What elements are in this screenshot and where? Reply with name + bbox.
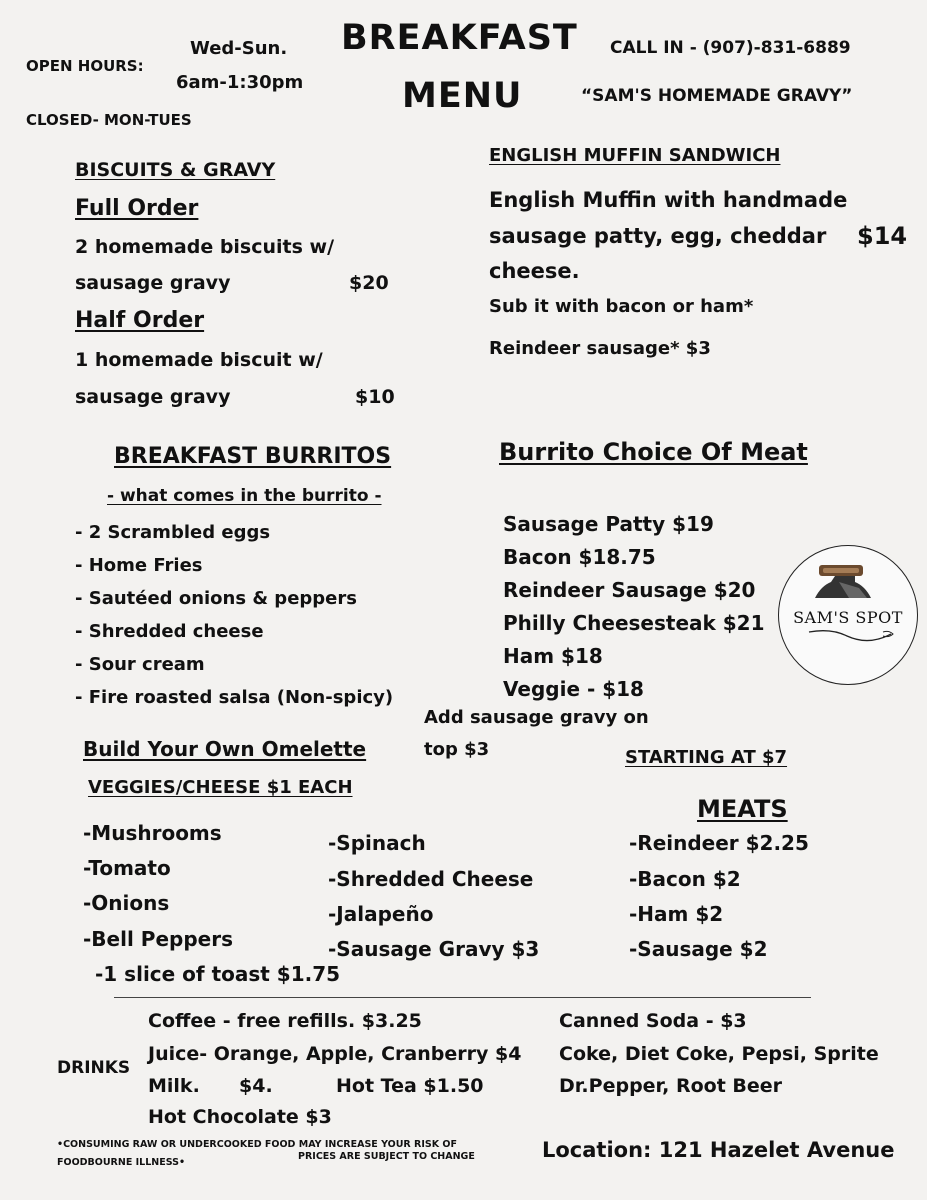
burritos-subheading: - what comes in the burrito - <box>107 486 382 506</box>
veggies-heading: VEGGIES/CHEESE $1 EACH <box>88 777 353 798</box>
burrito-item: - 2 Scrambled eggs <box>75 522 271 543</box>
half-order-line2: sausage gravy <box>75 386 231 408</box>
burrito-meat-item: Bacon $18.75 <box>503 545 656 569</box>
half-order-price: $10 <box>355 386 395 408</box>
burrito-item: - Fire roasted salsa (Non-spicy) <box>75 687 394 708</box>
logo-text: SAM'S SPOT <box>793 608 903 627</box>
toast-item: -1 slice of toast $1.75 <box>95 962 341 986</box>
muffin-price: $14 <box>857 222 908 250</box>
veggie-item: -Jalapeño <box>328 902 434 926</box>
burrito-item: - Home Fries <box>75 555 203 576</box>
full-order-label: Full Order <box>75 196 199 221</box>
soda-list-1: Coke, Diet Coke, Pepsi, Sprite <box>559 1043 879 1065</box>
full-order-line1: 2 homemade biscuits w/ <box>75 236 335 258</box>
burrito-item: - Sour cream <box>75 654 205 675</box>
add-gravy-line2: top $3 <box>424 739 490 760</box>
muffin-sub: Sub it with bacon or ham* <box>489 296 754 317</box>
slogan: “SAM'S HOMEMADE GRAVY” <box>581 86 853 106</box>
burrito-meat-item: Ham $18 <box>503 644 603 668</box>
burrito-meat-heading: Burrito Choice Of Meat <box>499 438 808 466</box>
half-order-line1: 1 homemade biscuit w/ <box>75 349 323 371</box>
starting-price: STARTING AT $7 <box>625 747 788 768</box>
muffin-line1: English Muffin with handmade <box>489 188 848 212</box>
closed-days: CLOSED- MON-TUES <box>26 111 192 129</box>
menu-title-line1: BREAKFAST <box>341 18 578 58</box>
muffin-line3: cheese. <box>489 259 580 283</box>
drink-chocolate: Hot Chocolate $3 <box>148 1106 332 1128</box>
open-days: Wed-Sun. <box>190 38 288 59</box>
drink-juice: Juice- Orange, Apple, Cranberry $4 <box>148 1043 522 1065</box>
omelette-meat-item: -Reindeer $2.25 <box>629 831 809 855</box>
burrito-meat-item: Philly Cheesesteak $21 <box>503 611 765 635</box>
burrito-item: - Shredded cheese <box>75 621 264 642</box>
veggie-item: -Bell Peppers <box>83 927 233 951</box>
veggie-item: -Sausage Gravy $3 <box>328 937 540 961</box>
full-order-line2: sausage gravy <box>75 272 231 294</box>
meats-heading: MEATS <box>697 795 788 823</box>
soda-list-2: Dr.Pepper, Root Beer <box>559 1075 783 1097</box>
drink-soda: Canned Soda - $3 <box>559 1010 747 1032</box>
burritos-heading: BREAKFAST BURRITOS <box>114 444 392 469</box>
open-hours: 6am-1:30pm <box>176 72 304 93</box>
call-in-phone: CALL IN - (907)-831-6889 <box>610 38 851 58</box>
veggie-item: -Tomato <box>83 856 171 880</box>
omelette-heading: Build Your Own Omelette <box>83 737 367 761</box>
burrito-meat-item: Veggie - $18 <box>503 677 644 701</box>
veggie-item: -Shredded Cheese <box>328 867 534 891</box>
raw-food-warning-line1: •CONSUMING RAW OR UNDERCOOKED FOOD MAY INCREASE YOUR RISK OF <box>57 1139 457 1150</box>
menu-title-line2: MENU <box>402 76 523 116</box>
half-order-label: Half Order <box>75 308 205 333</box>
burrito-meat-item: Sausage Patty $19 <box>503 512 714 536</box>
omelette-meat-item: -Bacon $2 <box>629 867 741 891</box>
drink-tea: Hot Tea $1.50 <box>336 1075 484 1097</box>
burrito-meat-item: Reindeer Sausage $20 <box>503 578 756 602</box>
sams-spot-logo <box>778 545 918 685</box>
muffin-reindeer: Reindeer sausage* $3 <box>489 338 711 359</box>
veggie-item: -Onions <box>83 891 170 915</box>
location: Location: 121 Hazelet Avenue <box>542 1138 895 1162</box>
burrito-item: - Sautéed onions & peppers <box>75 588 357 609</box>
omelette-meat-item: -Sausage $2 <box>629 937 768 961</box>
veggie-item: -Spinach <box>328 831 426 855</box>
drink-milk-price: $4. <box>239 1075 273 1097</box>
open-hours-label: OPEN HOURS: <box>26 57 144 75</box>
raw-food-warning-line2: FOODBOURNE ILLNESS• <box>57 1157 186 1168</box>
section-divider <box>114 997 811 998</box>
veggie-item: -Mushrooms <box>83 821 222 845</box>
muffin-heading: ENGLISH MUFFIN SANDWICH <box>489 145 781 166</box>
drink-coffee: Coffee - free refills. $3.25 <box>148 1010 422 1032</box>
prices-note: PRICES ARE SUBJECT TO CHANGE <box>298 1151 475 1162</box>
drink-milk: Milk. <box>148 1075 200 1097</box>
add-gravy-line1: Add sausage gravy on <box>424 707 649 728</box>
drinks-label: DRINKS <box>57 1058 131 1078</box>
full-order-price: $20 <box>349 272 389 294</box>
biscuits-heading: BISCUITS & GRAVY <box>75 159 276 181</box>
muffin-line2: sausage patty, egg, cheddar <box>489 224 827 248</box>
omelette-meat-item: -Ham $2 <box>629 902 724 926</box>
